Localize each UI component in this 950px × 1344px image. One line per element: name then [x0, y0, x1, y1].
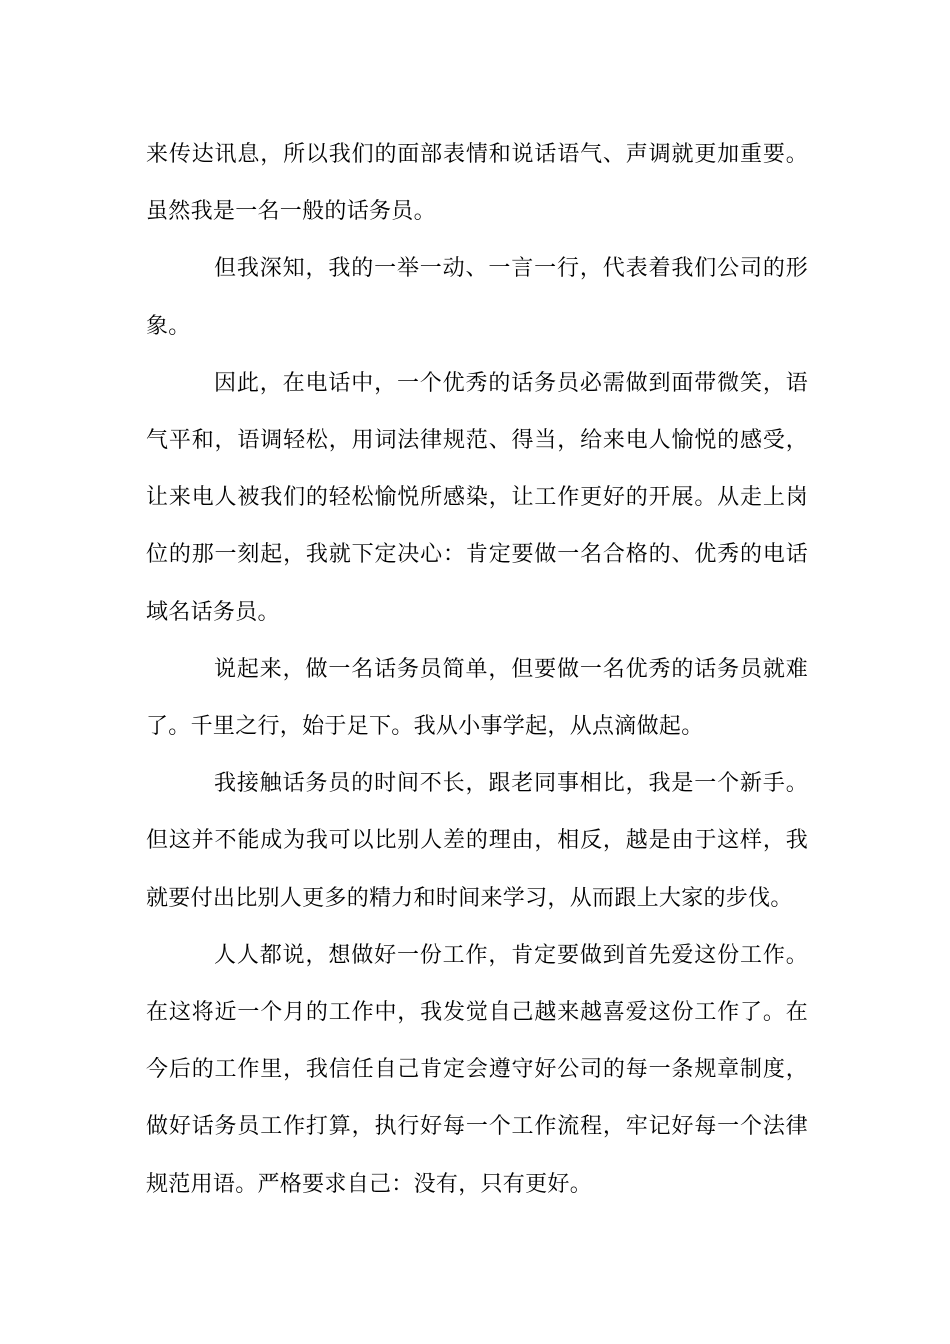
paragraph-1: 来传达讯息，所以我们的面部表情和说话语气、声调就更加重要。虽然我是一名一般的话务员。 — [146, 142, 808, 225]
paragraph-4: 说起来，做一名话务员简单，但要做一名优秀的话务员就难了。千里之行，始于足下。我从小事学起，从点滴做起。 — [146, 656, 808, 740]
paragraph-2: 但我深知，我的一举一动、一言一行，代表着我们公司的形象。 — [146, 256, 808, 339]
paragraph-3: 因此，在电话中，一个优秀的话务员必需做到面带微笑，语气平和，语调轻松，用词法律规范、得当，给来电人愉悦的感受，让来电人被我们的轻松愉悦所感染，让工作更好的开展。从走上岗位的那一刻起，我就下定决心：肯定要做一名合格的、优秀的电话域名话务员。 — [146, 370, 808, 625]
paragraph-6: 人人都说，想做好一份工作，肯定要做到首先爱这份工作。在这将近一个月的工作中，我发觉自己越来越喜爱这份工作了。在今后的工作里，我信任自己肯定会遵守好公司的每一条规章制度，做好话务员工作打算，执行好每一个工作流程，牢记好每一个法律规范用语。严格要求自己：没有，只有更好。 — [146, 942, 808, 1197]
document-body — [146, 126, 808, 1213]
paragraph-5: 我接触话务员的时间不长，跟老同事相比，我是一个新手。但这并不能成为我可以比别人差的理由，相反，越是由于这样，我就要付出比别人更多的精力和时间来学习，从而跟上大家的步伐。 — [146, 771, 808, 911]
